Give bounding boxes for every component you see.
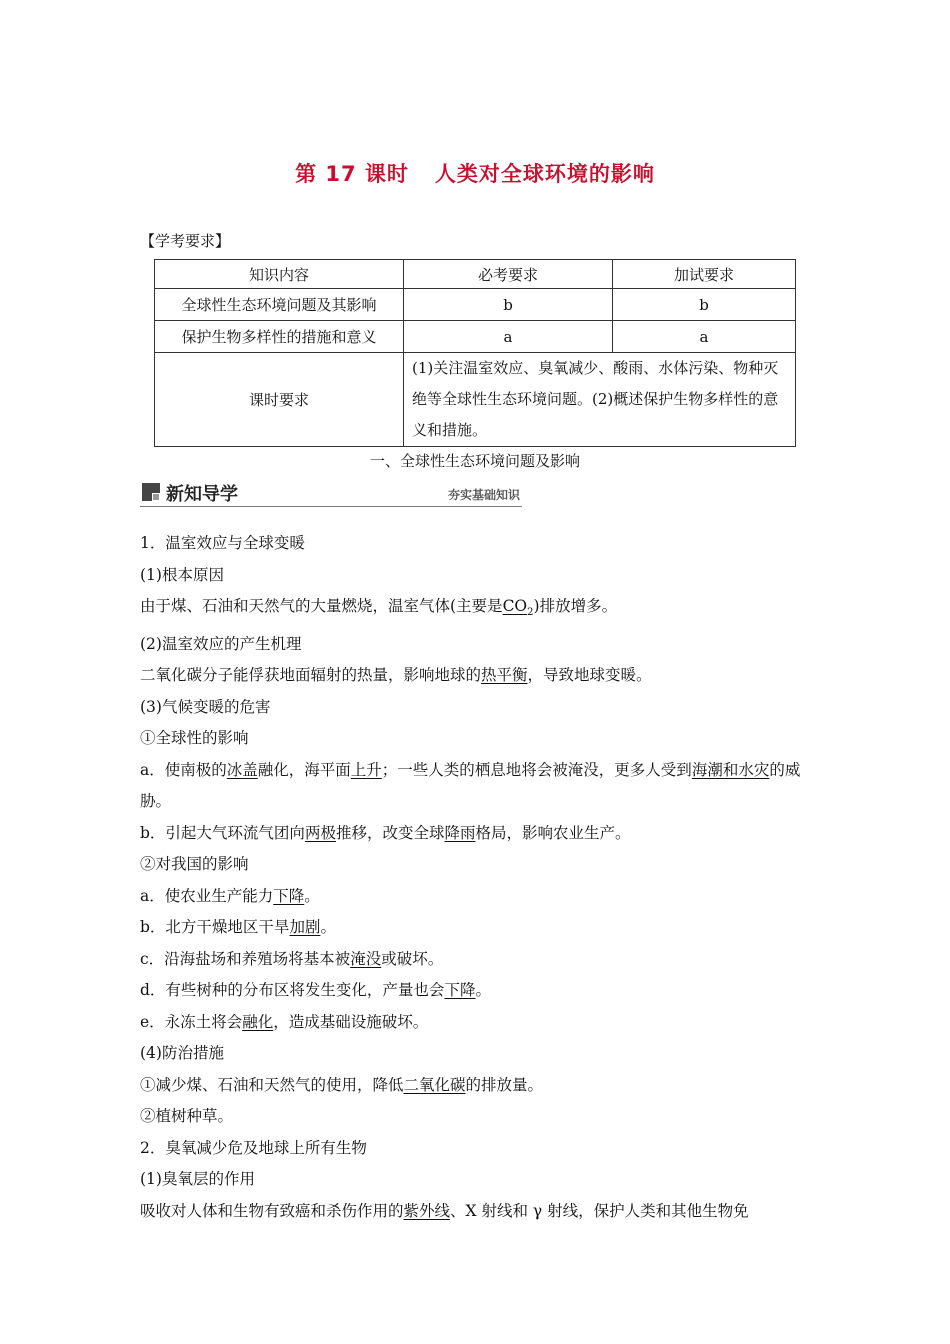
table-row [155, 289, 796, 321]
row-content: 保护生物多样性的措施和意义 [155, 321, 404, 353]
blank-answer: 冰盖 [226, 760, 258, 779]
row-extra: a [613, 321, 796, 353]
requirements-table [154, 259, 796, 447]
paragraph: ②植树种草。 [140, 1107, 234, 1126]
table-row [155, 321, 796, 353]
lesson-topic: 人类对全球环境的影响 [434, 162, 655, 186]
blank-answer: 降雨 [444, 823, 476, 842]
blank-answer: 热平衡 [481, 666, 528, 685]
header-content: 知识内容 [155, 260, 404, 289]
subheading: ②对我国的影响 [140, 855, 249, 874]
subheading: (1)根本原因 [140, 565, 224, 584]
paragraph: d．有些树种的分布区将发生变化，产量也会下降。 [140, 981, 491, 1000]
row-required: b [404, 289, 613, 321]
table-header-row [155, 260, 796, 289]
paragraph: ①减少煤、石油和天然气的使用，降低二氧化碳的排放量。 [140, 1075, 544, 1094]
subheading: ①全球性的影响 [140, 729, 249, 748]
banner-subtitle: 夯实基础知识 [447, 488, 520, 502]
requirements-label: 【学考要求】 [140, 232, 231, 250]
paragraph: 由于煤、石油和天然气的大量燃烧，温室气体(主要是$CO_2$)排放增多。 [140, 597, 618, 619]
blank-answer: 上升 [350, 760, 382, 779]
blank-answer: 融化 [242, 1012, 274, 1031]
paragraph: 吸收对人体和生物有致癌和杀伤作用的紫外线、X 射线和 γ 射线，保护人类和其他生物免 [140, 1201, 749, 1220]
subheading: (3)气候变暖的危害 [140, 697, 271, 716]
paragraph: b．引起大气环流气团向两极推移，改变全球降雨格局，影响农业生产。 [140, 823, 631, 842]
lesson-label: 课时要求 [155, 353, 404, 447]
paragraph: 二氧化碳分子能俘获地面辐射的热量，影响地球的热平衡，导致地球变暖。 [140, 666, 652, 685]
blank-answer: 海潮和水灾 [691, 760, 770, 779]
lesson-number: 第 17 课时 [295, 162, 409, 186]
blank-answer: 紫外线 [403, 1201, 451, 1220]
subheading: (1)臭氧层的作用 [140, 1170, 255, 1189]
row-required: a [404, 321, 613, 353]
blank-answer: 下降 [273, 886, 305, 905]
blank-answer: $CO_2$ [502, 597, 534, 619]
square-icon [142, 483, 160, 501]
blank-answer: 下降 [444, 981, 476, 1000]
section-heading: 一、全球性生态环境问题及影响 [369, 452, 580, 470]
blank-answer: 两极 [304, 823, 336, 842]
paragraph: e．永冻土将会融化，造成基础设施破坏。 [140, 1012, 429, 1031]
paragraph: a．使南极的冰盖融化，海平面上升；一些人类的栖息地将会被淹没，更多人受到海潮和水灾的威胁。 [140, 760, 801, 811]
heading-1: 1．温室效应与全球变暖 [140, 534, 305, 552]
paragraph: b．北方干燥地区干旱加剧。 [140, 918, 336, 937]
body-text [140, 528, 812, 1227]
paragraph: a．使农业生产能力下降。 [140, 886, 320, 905]
table-row-lesson [155, 353, 796, 447]
section-banner [140, 480, 522, 507]
blank-answer: 加剧 [289, 918, 321, 937]
header-extra: 加试要求 [613, 260, 796, 289]
lesson-text: (1)关注温室效应、臭氧减少、酸雨、水体污染、物种灭绝等全球性生态环境问题。(2)概述保护生物多样性的意义和措施。 [404, 353, 796, 447]
subheading: (2)温室效应的产生机理 [140, 634, 302, 653]
banner-title: 新知导学 [166, 484, 238, 505]
page-title [0, 158, 950, 188]
subheading: (4)防治措施 [140, 1044, 224, 1063]
row-content: 全球性生态环境问题及其影响 [155, 289, 404, 321]
blank-answer: 二氧化碳 [403, 1075, 466, 1094]
header-required: 必考要求 [404, 260, 613, 289]
blank-answer: 淹没 [350, 949, 382, 968]
row-extra: b [613, 289, 796, 321]
heading-2: 2．臭氧减少危及地球上所有生物 [140, 1138, 367, 1157]
paragraph: c．沿海盐场和养殖场将基本被淹没或破坏。 [140, 949, 444, 968]
